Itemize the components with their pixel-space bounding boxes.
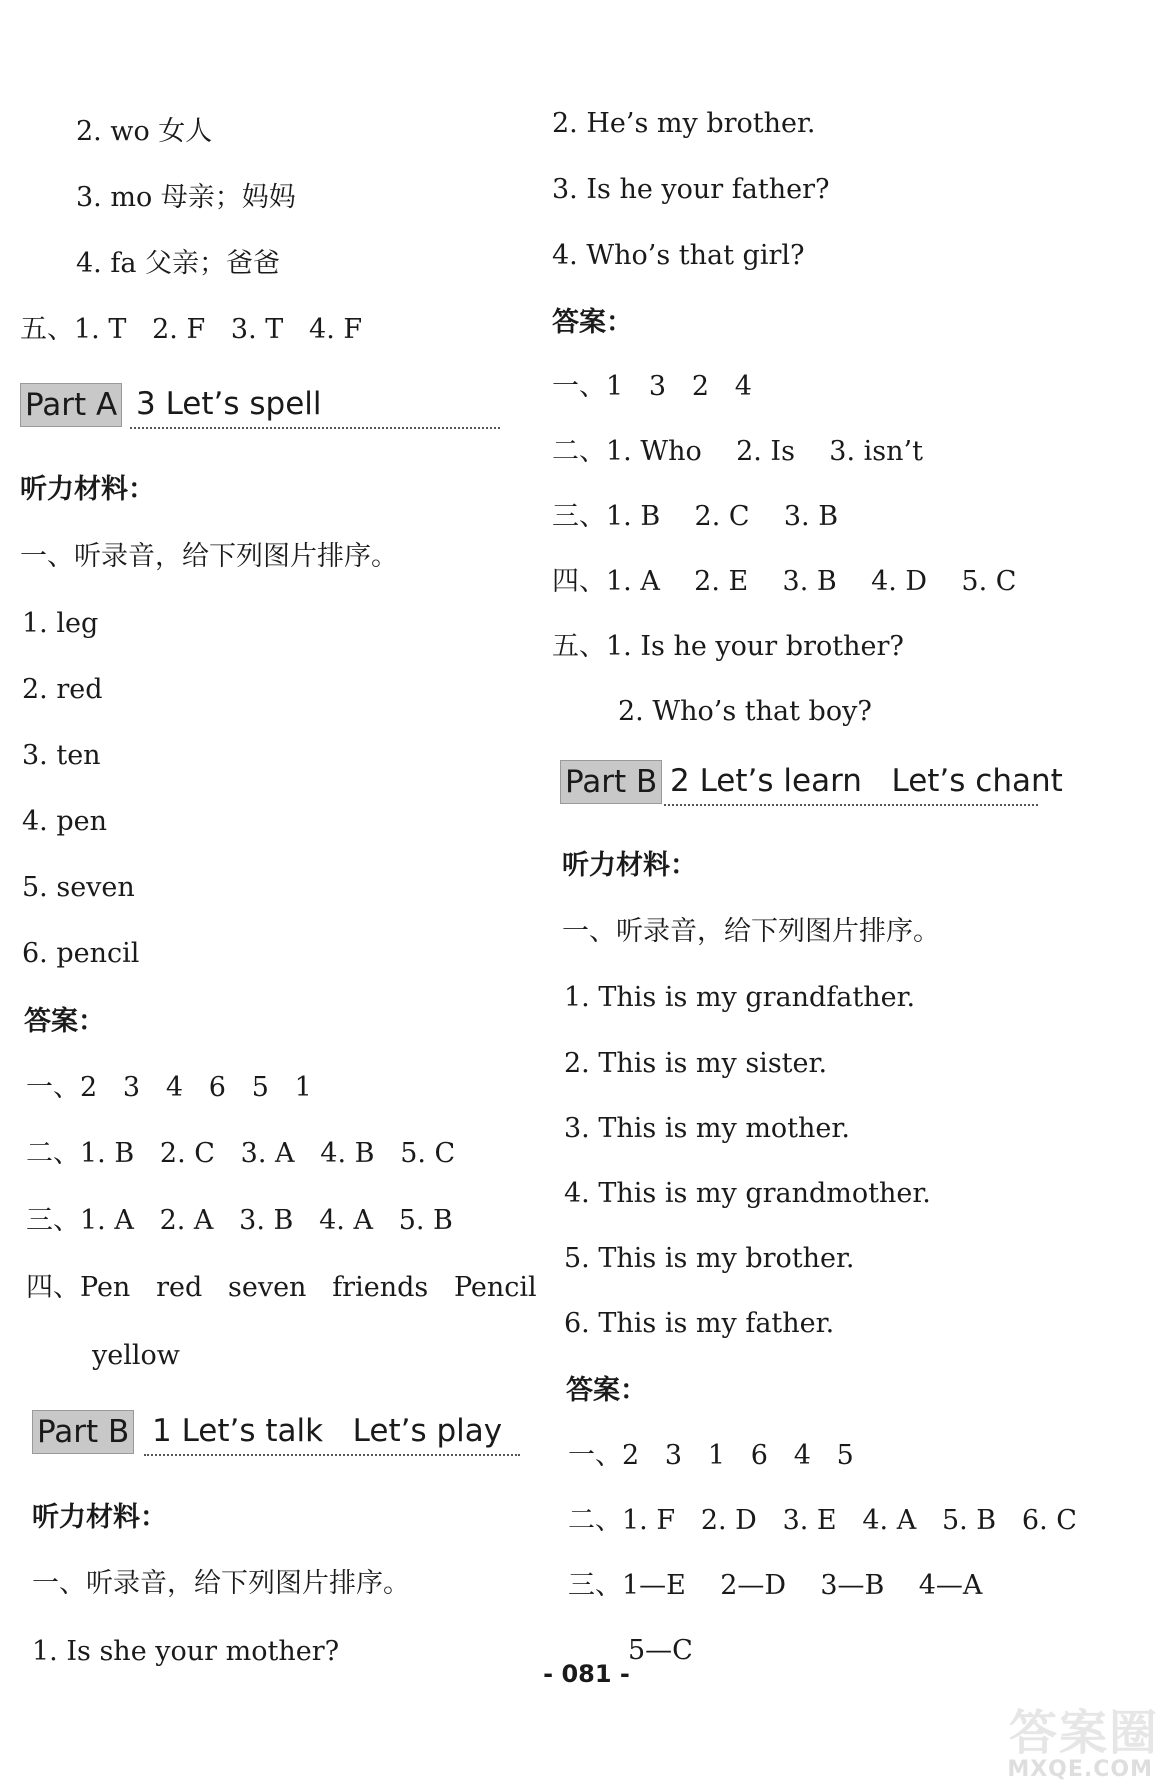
section-title: 2 Let’s learn Let’s chant <box>670 763 1063 799</box>
left-line: 三、1. A 2. A 3. B 4. A 5. B <box>26 1205 453 1236</box>
right-line: 4. Who’s that girl? <box>552 240 805 271</box>
right-line: 2. This is my sister. <box>564 1048 828 1079</box>
right-line: 三、1—E 2—D 3—B 4—A <box>568 1570 983 1601</box>
page-number: - 081 - <box>543 1660 630 1688</box>
left-line: 3. ten <box>22 740 101 771</box>
dotted-rule <box>130 427 500 429</box>
right-line: 四、1. A 2. E 3. B 4. D 5. C <box>552 566 1017 597</box>
section-label: 听力材料： <box>32 1502 167 1533</box>
left-line: 2. red <box>22 674 103 705</box>
part-tag: Part A <box>20 383 122 427</box>
section-header-part-b-1 <box>32 1410 520 1456</box>
right-line: 五、1. Is he your brother? <box>552 631 904 662</box>
left-line: 1. Is she your mother? <box>32 1636 340 1667</box>
right-line: 1. This is my grandfather. <box>564 982 916 1013</box>
watermark <box>969 1694 1159 1784</box>
section-label: 答案： <box>566 1375 647 1406</box>
right-line: 一、听录音，给下列图片排序。 <box>562 916 940 947</box>
section-label: 答案： <box>24 1006 105 1037</box>
left-line: 4. fa 父亲；爸爸 <box>76 248 281 279</box>
right-line: 二、1. Who 2. Is 3. isn’t <box>552 436 923 467</box>
right-line: 2. He’s my brother. <box>552 108 816 139</box>
section-label: 听力材料： <box>20 474 155 505</box>
left-line: 二、1. B 2. C 3. A 4. B 5. C <box>26 1138 456 1169</box>
part-tag: Part B <box>560 760 662 804</box>
left-line: 五、1. T 2. F 3. T 4. F <box>20 314 363 345</box>
right-line: 一、1 3 2 4 <box>552 371 752 402</box>
part-tag: Part B <box>32 1410 134 1454</box>
right-line: 4. This is my grandmother. <box>564 1178 931 1209</box>
section-label: 听力材料： <box>562 850 697 881</box>
right-line: 5. This is my brother. <box>564 1243 855 1274</box>
left-line: 一、听录音，给下列图片排序。 <box>32 1568 410 1599</box>
left-line: 6. pencil <box>22 938 140 969</box>
left-line: 一、2 3 4 6 5 1 <box>26 1072 312 1103</box>
left-line: 3. mo 母亲；妈妈 <box>76 182 296 213</box>
left-line: 2. wo 女人 <box>76 116 213 147</box>
left-line: yellow <box>92 1340 180 1371</box>
dotted-rule <box>664 804 1038 806</box>
left-line: 5. seven <box>22 872 135 903</box>
left-line: 1. leg <box>22 608 99 639</box>
right-line: 5—C <box>628 1635 693 1666</box>
right-line: 2. Who’s that boy? <box>618 696 872 727</box>
right-line: 6. This is my father. <box>564 1308 835 1339</box>
left-line: 4. pen <box>22 806 107 837</box>
right-line: 三、1. B 2. C 3. B <box>552 501 839 532</box>
right-line: 3. Is he your father? <box>552 174 830 205</box>
section-header-part-b-2 <box>560 760 1063 806</box>
section-header-part-a-3 <box>20 383 500 429</box>
left-line: 一、听录音，给下列图片排序。 <box>20 541 398 572</box>
watermark-logo: 答案圈 <box>1008 1705 1159 1761</box>
section-title: 3 Let’s spell <box>136 386 322 422</box>
right-line: 一、2 3 1 6 4 5 <box>568 1440 854 1471</box>
left-line: 四、Pen red seven friends Pencil <box>26 1272 537 1303</box>
section-label: 答案： <box>552 307 633 338</box>
watermark-site: MXQE.COM <box>1007 1757 1153 1782</box>
right-line: 二、1. F 2. D 3. E 4. A 5. B 6. C <box>568 1505 1077 1536</box>
dotted-rule <box>144 1454 520 1456</box>
section-title: 1 Let’s talk Let’s play <box>152 1413 503 1449</box>
right-line: 3. This is my mother. <box>564 1113 850 1144</box>
